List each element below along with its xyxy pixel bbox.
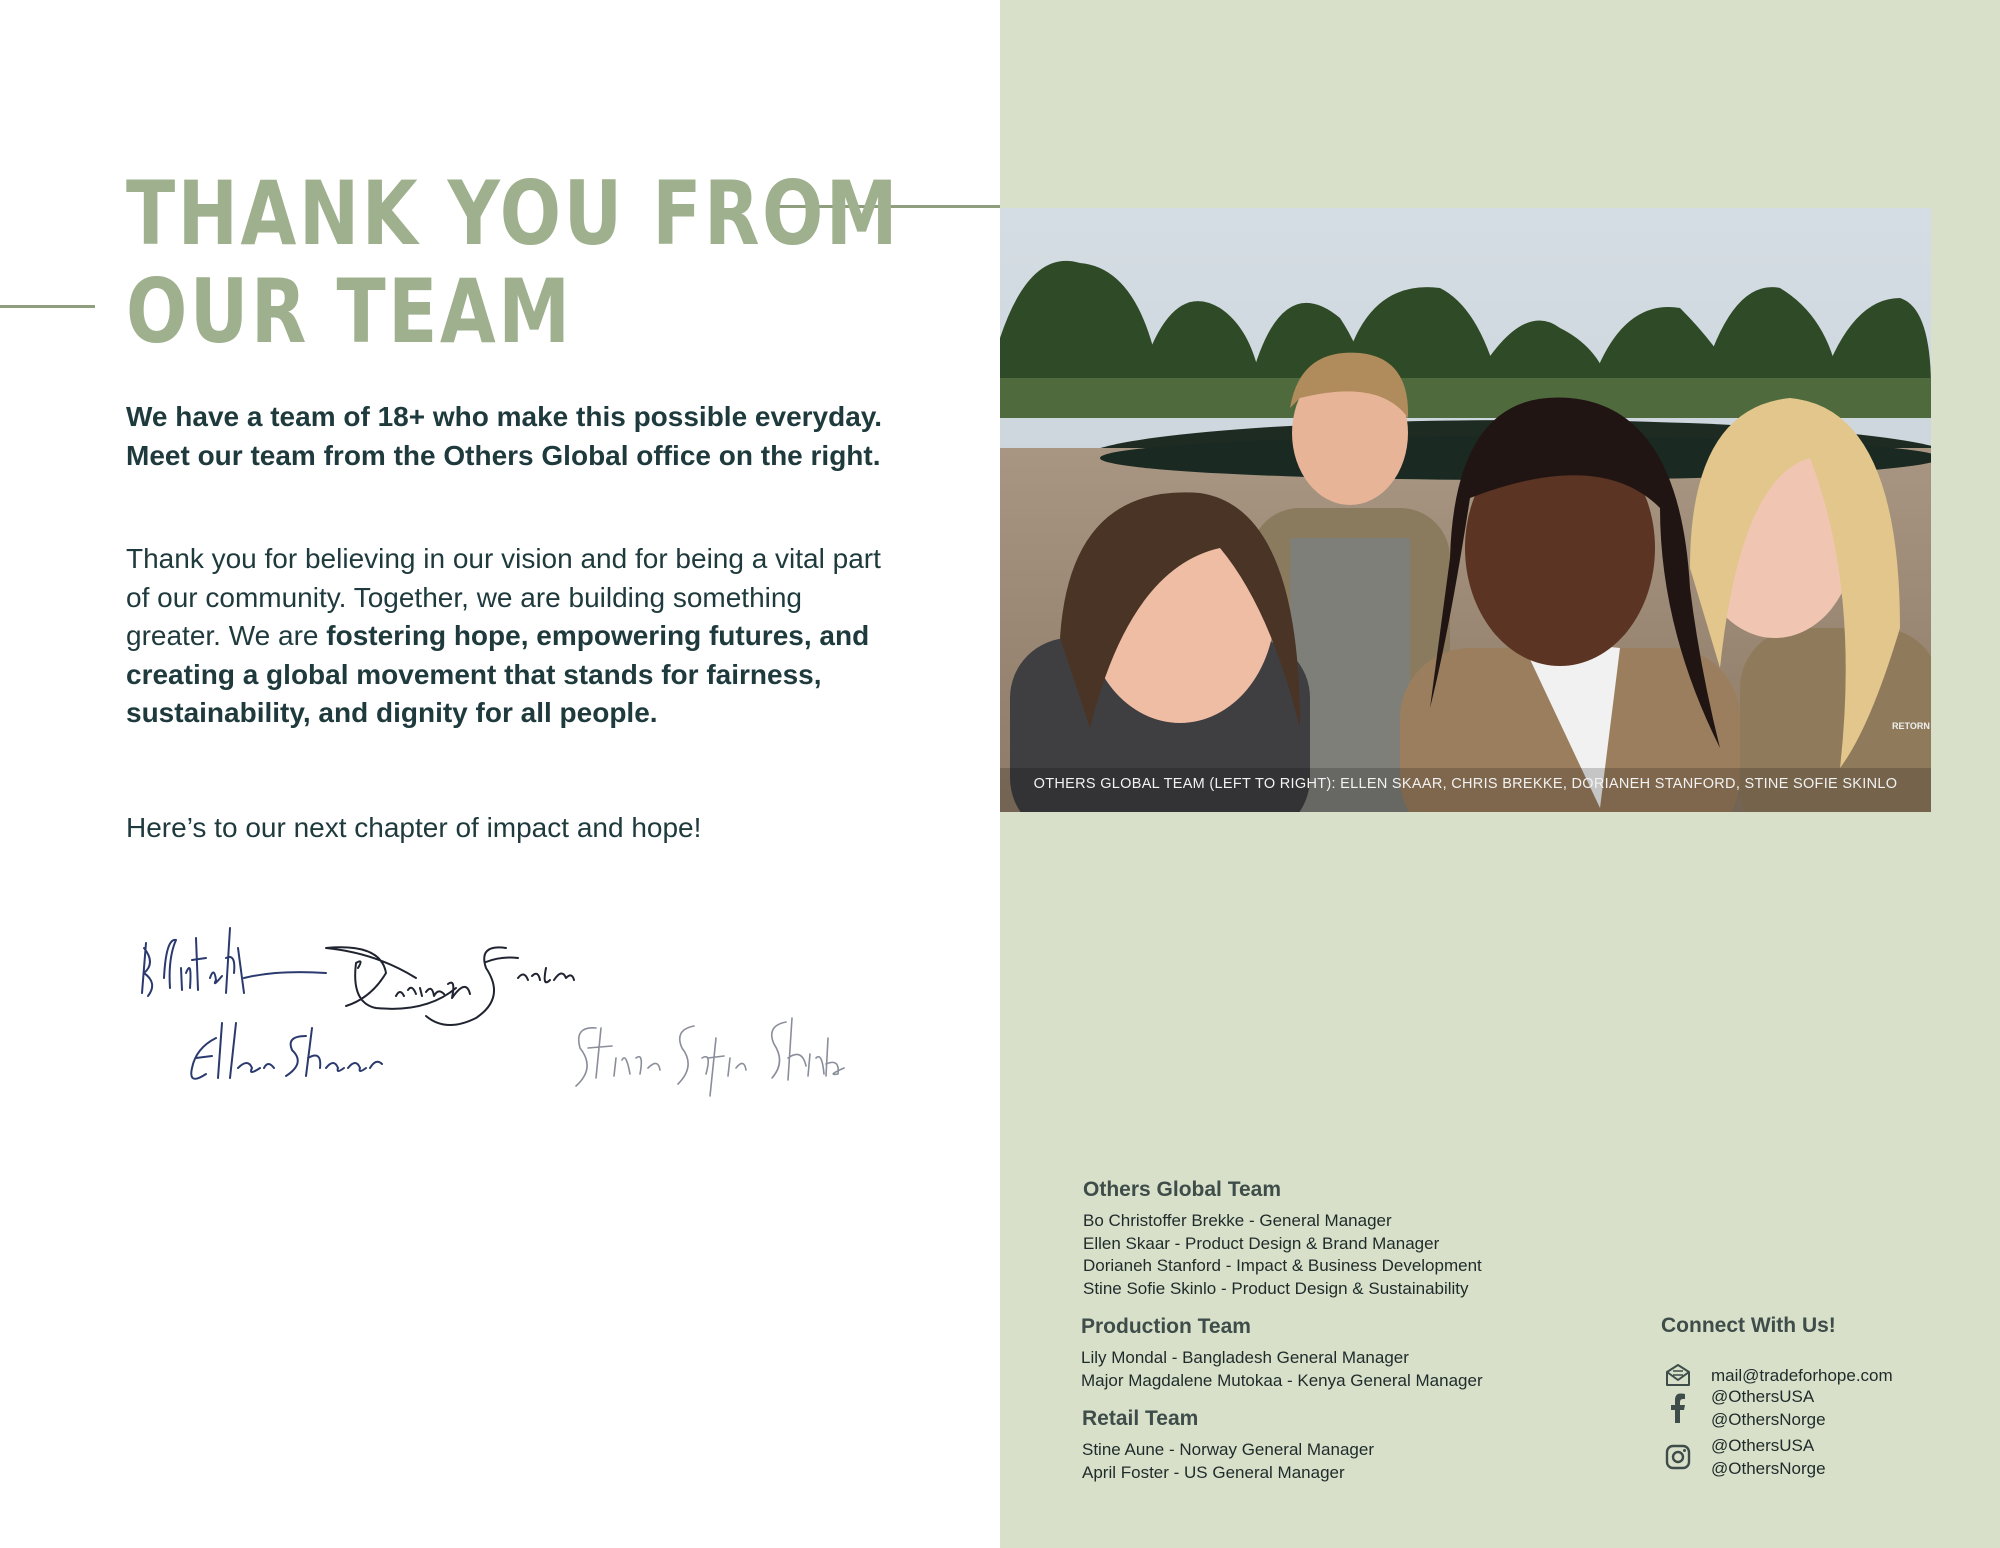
facebook-icon bbox=[1661, 1391, 1695, 1425]
facebook-handles bbox=[1711, 1385, 1826, 1431]
title-line-2: OUR TEAM bbox=[126, 260, 573, 363]
list-item: April Foster - US General Manager bbox=[1082, 1462, 1345, 1482]
connect-section bbox=[1661, 1314, 1981, 1478]
connect-title: Connect With Us! bbox=[1661, 1314, 1836, 1337]
thank-you-emphasis: fostering hope, empowering futures, and creating a global movement that stands for fairness, sustainability, and dignity for all people. bbox=[126, 620, 870, 728]
team-global-list bbox=[1083, 1210, 1643, 1300]
list-item: Stine Aune - Norway General Manager bbox=[1082, 1440, 1374, 1459]
facebook-handle-norge[interactable]: @OthersNorge bbox=[1711, 1410, 1826, 1429]
thank-you-paragraph bbox=[126, 540, 896, 733]
signature-stanford bbox=[326, 947, 574, 1025]
list-item: Stine Sofie Skinlo - Product Design & Sustainability bbox=[1083, 1278, 1469, 1298]
team-retail bbox=[1082, 1407, 1642, 1484]
intro-paragraph: We have a team of 18+ who make this possible everyday. Meet our team from the Others Global office on the right. bbox=[126, 401, 883, 471]
list-item: Major Magdalene Mutokaa - Kenya General Manager bbox=[1081, 1370, 1483, 1390]
contact-facebook[interactable] bbox=[1661, 1385, 1826, 1431]
closing-line: Here’s to our next chapter of impact and hope! bbox=[126, 812, 702, 843]
team-photo-illustration bbox=[1000, 208, 1931, 812]
signature-brekke bbox=[142, 928, 326, 996]
signatures-graphic bbox=[126, 918, 846, 1098]
jacket-text: RETORN bbox=[1892, 721, 1930, 731]
instagram-handle-norge[interactable]: @OthersNorge bbox=[1711, 1459, 1826, 1478]
signatures bbox=[126, 918, 846, 1098]
instagram-handles bbox=[1711, 1434, 1826, 1480]
team-production-list bbox=[1081, 1347, 1641, 1392]
list-item: Lily Mondal - Bangladesh General Manager bbox=[1081, 1348, 1409, 1367]
facebook-handle-usa[interactable]: @OthersUSA bbox=[1711, 1387, 1815, 1406]
team-photo bbox=[1000, 208, 1931, 812]
photo-caption: OTHERS GLOBAL TEAM (LEFT TO RIGHT): ELLEN SKAAR, CHRIS BREKKE, DORIANEH STANFORD, STINE SOFIE SKINLO bbox=[1033, 776, 1898, 792]
email-address[interactable]: mail@tradeforhope.com bbox=[1711, 1365, 1893, 1385]
instagram-icon bbox=[1661, 1440, 1695, 1474]
instagram-handle-usa[interactable]: @OthersUSA bbox=[1711, 1436, 1815, 1455]
page-title bbox=[126, 162, 901, 363]
team-production bbox=[1081, 1315, 1641, 1392]
team-retail-title: Retail Team bbox=[1082, 1407, 1199, 1430]
team-global-title: Others Global Team bbox=[1083, 1178, 1281, 1201]
thank-you-text: Thank you for believing in our vision and for being a vital part of our community. Together, we are building something greater. We are bbox=[126, 543, 881, 651]
list-item: Ellen Skaar - Product Design & Brand Manager bbox=[1083, 1233, 1440, 1253]
contact-instagram[interactable] bbox=[1661, 1434, 1826, 1480]
team-retail-list bbox=[1082, 1439, 1642, 1484]
signature-skaar bbox=[191, 1023, 382, 1079]
list-item: Dorianeh Stanford - Impact & Business Development bbox=[1083, 1256, 1482, 1275]
signature-skinlo bbox=[576, 1018, 844, 1096]
list-item: Bo Christoffer Brekke - General Manager bbox=[1083, 1211, 1392, 1230]
divider-line-left bbox=[0, 305, 95, 308]
team-global bbox=[1083, 1178, 1643, 1300]
title-line-1: THANK YOU FROM bbox=[126, 162, 901, 265]
team-production-title: Production Team bbox=[1081, 1315, 1251, 1338]
